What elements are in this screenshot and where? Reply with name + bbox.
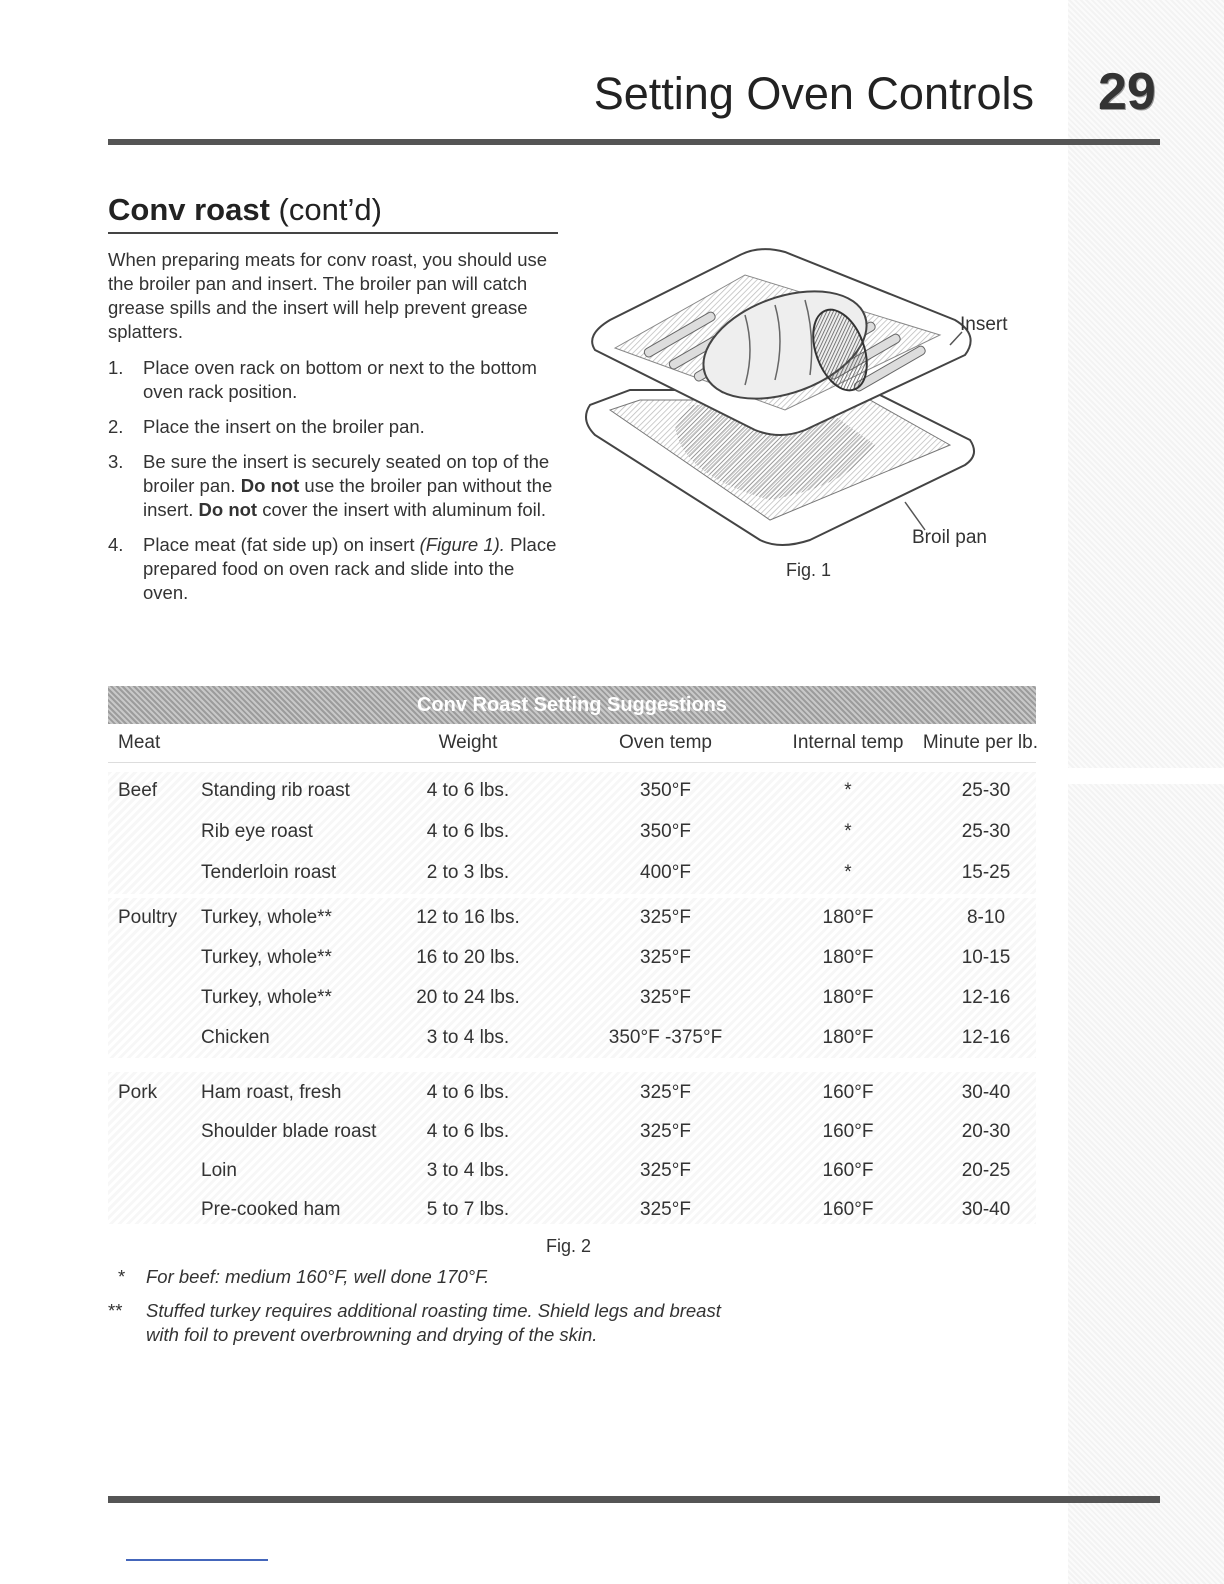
weight-cell: 3 to 4 lbs. <box>426 1027 510 1048</box>
internal-temp-cell: 180°F <box>822 907 874 928</box>
step-text: (Figure 1). <box>419 534 505 555</box>
cut-cell: Standing rib roast <box>201 780 350 801</box>
steps-list <box>108 356 558 616</box>
figure1-caption: Fig. 1 <box>786 560 832 580</box>
minutes-cell: 30-40 <box>961 1082 1011 1103</box>
weight-cell: 5 to 7 lbs. <box>426 1199 510 1220</box>
column-header-weight: Weight <box>438 732 498 753</box>
step-item <box>108 356 558 404</box>
oven-temp-cell: 350°F <box>640 780 691 801</box>
step-text: Place prepared food on oven rack and slide into the oven. <box>143 534 557 603</box>
oven-temp-cell: 325°F <box>640 1121 691 1142</box>
table-row <box>108 943 1036 973</box>
footer-rule <box>108 1496 1160 1503</box>
table-row <box>108 1078 1036 1108</box>
cut-cell: Chicken <box>201 1027 270 1048</box>
table-row <box>108 858 1036 888</box>
meat-cell: Beef <box>118 780 158 801</box>
internal-temp-cell: 180°F <box>822 947 874 968</box>
internal-temp-cell: * <box>844 862 852 883</box>
step-text: Be sure the insert is securely seated on top of the broiler pan. <box>143 451 550 496</box>
minutes-cell: 20-30 <box>961 1121 1011 1142</box>
internal-temp-cell: 160°F <box>822 1121 874 1142</box>
table-row <box>108 1156 1036 1186</box>
meat-cell: Pork <box>118 1082 158 1103</box>
oven-temp-cell: 350°F <box>640 821 691 842</box>
insert-label: Insert <box>960 314 1008 335</box>
minutes-cell: 20-25 <box>961 1160 1011 1181</box>
footnote-text: Stuffed turkey requires additional roasting time. Shield legs and breast with foil to prevent overbrowning and drying of the skin. <box>146 1300 721 1345</box>
table-header-divider <box>108 762 1036 763</box>
cut-cell: Rib eye roast <box>201 821 313 842</box>
step-item <box>108 450 558 522</box>
cut-cell: Tenderloin roast <box>201 862 337 883</box>
broil-pan-label: Broil pan <box>912 527 987 548</box>
intro-paragraph: When preparing meats for conv roast, you should use the broiler pan and insert. The broiler pan will catch grease spills and the insert will help prevent grease splatters. <box>108 249 548 342</box>
oven-temp-cell: 325°F <box>640 1199 691 1220</box>
minutes-cell: 10-15 <box>961 947 1011 968</box>
cut-cell: Turkey, whole** <box>201 987 332 1008</box>
footnote-beef <box>108 1265 728 1289</box>
column-header-meat: Meat <box>118 732 161 753</box>
broil-pan-leader-line <box>905 502 925 530</box>
oven-temp-cell: 350°F -375°F <box>608 1027 723 1048</box>
weight-cell: 20 to 24 lbs. <box>416 987 520 1008</box>
internal-temp-cell: 160°F <box>822 1082 874 1103</box>
footnote-mark: * <box>118 1266 126 1287</box>
footnote-turkey <box>108 1299 728 1347</box>
section-heading-rest: (cont’d) <box>269 192 382 227</box>
meat-cell: Poultry <box>118 907 178 928</box>
weight-cell: 3 to 4 lbs. <box>426 1160 510 1181</box>
table-row <box>108 983 1036 1013</box>
internal-temp-cell: 160°F <box>822 1160 874 1181</box>
cut-cell: Turkey, whole** <box>201 947 332 968</box>
weight-cell: 4 to 6 lbs. <box>426 1121 510 1142</box>
cut-cell: Pre-cooked ham <box>201 1199 341 1220</box>
footnotes <box>108 1265 728 1357</box>
weight-cell: 4 to 6 lbs. <box>426 1082 510 1103</box>
table-row <box>108 1023 1036 1053</box>
column-header-internal-temp: Internal temp <box>792 732 904 753</box>
weight-cell: 2 to 3 lbs. <box>426 862 510 883</box>
internal-temp-cell: * <box>844 780 852 801</box>
table-row <box>108 1195 1036 1225</box>
step-text: Do not <box>198 499 258 520</box>
table-title-banner: Conv Roast Setting Suggestions <box>108 686 1036 724</box>
internal-temp-cell: 180°F <box>822 1027 874 1048</box>
internal-temp-cell: 180°F <box>822 987 874 1008</box>
internal-temp-cell: 160°F <box>822 1199 874 1220</box>
figure-broiler-pan <box>570 240 1030 580</box>
column-header-oven-temp: Oven temp <box>619 732 712 753</box>
section-heading-bold: Conv roast <box>108 192 270 227</box>
step-number: 4. <box>108 534 124 555</box>
table-row <box>108 776 1036 806</box>
cut-cell: Shoulder blade roast <box>201 1121 377 1142</box>
cut-cell: Turkey, whole** <box>201 907 332 928</box>
minutes-cell: 15-25 <box>961 862 1011 883</box>
minutes-cell: 25-30 <box>961 821 1011 842</box>
step-number: 2. <box>108 416 124 437</box>
header-rule <box>108 139 1160 145</box>
minutes-cell: 12-16 <box>961 987 1011 1008</box>
step-text: Place meat (fat side up) on insert <box>143 534 420 555</box>
table-row <box>108 903 1036 933</box>
side-strip-gap <box>1068 768 1224 784</box>
step-text: Place the insert on the broiler pan. <box>143 416 425 437</box>
cut-cell: Ham roast, fresh <box>201 1082 342 1103</box>
oven-temp-cell: 325°F <box>640 947 691 968</box>
section-heading <box>108 192 558 234</box>
footnote-mark: ** <box>108 1300 123 1321</box>
weight-cell: 16 to 20 lbs. <box>416 947 520 968</box>
table-header-row <box>108 728 1036 760</box>
minutes-cell: 8-10 <box>966 907 1006 928</box>
weight-cell: 12 to 16 lbs. <box>416 907 520 928</box>
step-item <box>108 533 558 605</box>
broiler-pan-illustration <box>570 240 1030 560</box>
cut-cell: Loin <box>201 1160 237 1181</box>
footer-link-line <box>126 1559 268 1561</box>
oven-temp-cell: 325°F <box>640 987 691 1008</box>
oven-temp-cell: 325°F <box>640 907 691 928</box>
table-row <box>108 1117 1036 1147</box>
figure2-caption: Fig. 2 <box>546 1236 592 1256</box>
minutes-cell: 25-30 <box>961 780 1011 801</box>
weight-cell: 4 to 6 lbs. <box>426 821 510 842</box>
oven-temp-cell: 325°F <box>640 1160 691 1181</box>
table-row <box>108 817 1036 847</box>
page-number: 29 <box>1098 63 1156 121</box>
minutes-cell: 30-40 <box>961 1199 1011 1220</box>
internal-temp-cell: * <box>844 821 852 842</box>
step-text: Place oven rack on bottom or next to the bottom oven rack position. <box>143 357 537 402</box>
step-number: 3. <box>108 451 124 472</box>
step-item <box>108 415 558 439</box>
oven-temp-cell: 400°F <box>640 862 691 883</box>
step-text: Do not <box>240 475 300 496</box>
weight-cell: 4 to 6 lbs. <box>426 780 510 801</box>
minutes-cell: 12-16 <box>961 1027 1011 1048</box>
step-text: use the broiler pan without the insert. <box>143 475 553 520</box>
oven-temp-cell: 325°F <box>640 1082 691 1103</box>
step-text: cover the insert with aluminum foil. <box>257 499 547 520</box>
decorative-side-strip <box>1068 0 1224 1584</box>
step-number: 1. <box>108 357 124 378</box>
page-title: Setting Oven Controls <box>593 68 1034 119</box>
footnote-text: For beef: medium 160°F, well done 170°F. <box>146 1266 490 1287</box>
column-header-minute-per-lb: Minute per lb. <box>922 732 1038 753</box>
